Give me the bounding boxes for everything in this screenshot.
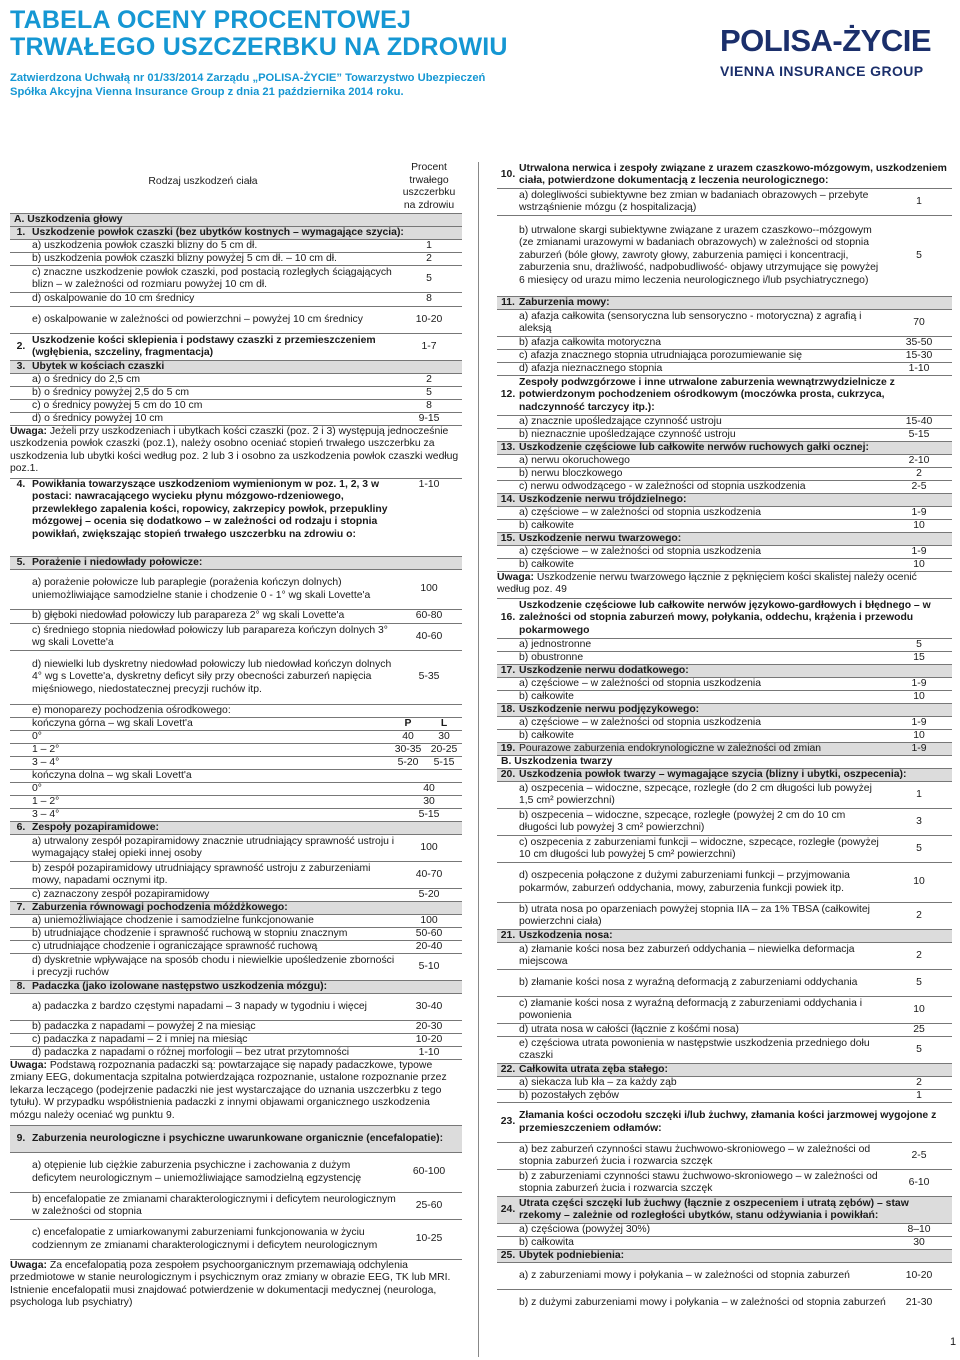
table-row: c) nerwu odwodzącego - w zależności od stopnia uszkodzenia 2-5 [497, 481, 952, 494]
table-row: 6. Zespoły pozapiramidowe: [10, 822, 462, 835]
section-a: A. Uszkodzenia głowy [14, 213, 123, 225]
table-row: b) uszkodzenia powłok czaszki blizny powyżej 5 cm dł. – 10 cm dł. 2 [10, 253, 462, 266]
table-row: a) oszpecenia – widoczne, szpecące, rozległe (do 2 cm długości lub powyżej 1,5 cm² powierzchni) 1 [497, 782, 952, 809]
table-row: b) zespół pozapiramidowy utrudniający sprawność ustroju z zaburzeniami mowy, napadami ocznymi itp. 40-70 [10, 862, 462, 889]
table-row: 18. Uszkodzenie nerwu podjęzykowego: [497, 704, 952, 717]
table-row: c) złamanie kości nosa z wyraźną deformacją z zaburzeniami oddychania i powonienia 10 [497, 997, 952, 1024]
table-row: d) utrata nosa w całości (łącznie z kośćmi nosa) 25 [497, 1024, 952, 1037]
table-row: b) encefalopatie ze zmianami charakterologicznymi i deficytem neurologicznym w zależności od stopnia 25-60 [10, 1193, 462, 1220]
table-row: a) znacznie upośledzające czynność ustroju 15-40 [497, 416, 952, 429]
table-row: a) afazja całkowita (sensoryczna lub sensoryczno - motoryczna) z agrafią i aleksją 70 [497, 310, 952, 337]
table-header [10, 162, 462, 214]
table-row: e) oskalpowanie w zależności od powierzchni – powyżej 10 cm średnicy 10-20 [10, 307, 462, 334]
table-row: 9. Zaburzenia neurologiczne i psychiczne uwarunkowane organicznie (encefalopatie): [10, 1126, 462, 1153]
table-row: a) dolegliwości subiektywne bez zmian w badaniach obrazowych – przebyte wstrząśnienie mózgu (z hospitalizacją) 1 [497, 189, 952, 216]
table-row: b) oszpecenia – widoczne, szpecące, rozległe (powyżej 2 cm do 10 cm długości lub powyżej 3 cm² powierzchni) 3 [497, 809, 952, 836]
table-row: d) oszpecenia połączone z dużymi zaburzeniami funkcji – przyjmowania pokarmów, zaburzeń oddychania, mowy, zaburzenia funkcji powiek itp. 10 [497, 863, 952, 903]
table-row: b) głęboki niedowład połowiczy lub parapareza 2° wg skali Lovette'a 60-80 [10, 610, 462, 624]
table-row: 14. Uszkodzenie nerwu trójdzielnego: [497, 494, 952, 507]
table-row: 5. Porażenie i niedowłady połowicze: [10, 557, 462, 570]
table-row: 3 – 4° 5-20 5-15 [10, 757, 462, 770]
table-row: c) afazja znacznego stopnia utrudniająca porozumiewanie się 15-30 [497, 350, 952, 363]
table-row: a) częściowe – w zależności od stopnia uszkodzenia 1-9 [497, 717, 952, 730]
table-row: 2. Uszkodzenie kości sklepienia i podstawy czaszki z przemieszczeniem (wgłębienia, szczeliny, fragmentacja) 1-7 [10, 334, 462, 361]
table-row: c) o średnicy powyżej 5 cm do 10 cm 8 [10, 400, 462, 413]
table-row: b) padaczka z napadami – powyżej 2 na miesiąc 20-30 [10, 1021, 462, 1034]
table-row: 1. Uszkodzenie powłok czaszki (bez ubytków kostnych – wymagające szycia): [10, 227, 462, 240]
table-row: kończyna dolna – wg skali Lovett'a [10, 770, 462, 783]
table-row: 12. Zespoły podwzgórzowe i inne utrwalone zaburzenia wewnątrzwydzielnicze z potwierdzonym pochodzeniem ośrodkowym (moczówka prosta, cukrzyca, nadczynność tarczycy itp.): [497, 376, 952, 416]
title-line-2: TRWAŁEGO USZCZERBKU NA ZDROWIU [10, 33, 508, 61]
table-row: 24. Utrata części szczęki lub żuchwy (łącznie z oszpeceniem i utratą zębów) – staw rzekomy – zależnie od rozległości ubytków, stanu odżywiania i powikłań: [497, 1197, 952, 1224]
table-row: a) częściowe – w zależności od stopnia uszkodzenia 1-9 [497, 678, 952, 691]
column-divider [478, 162, 479, 1357]
table-row: 3. Ubytek w kościach czaszki [10, 361, 462, 374]
table-row: b) nieznacznie upośledzające czynność ustroju 5-15 [497, 429, 952, 442]
note-box: Uwaga: Uszkodzenie nerwu twarzowego łącznie z pęknięciem kości skalistej należy ocenić według poz. 49 [497, 572, 952, 599]
table-row: b) pozostałych zębów 1 [497, 1090, 952, 1103]
logo-wordmark: POLISA-ŻYCIE [720, 23, 932, 58]
table-row: 7. Zaburzenia równowagi pochodzenia móżdżkowego: [10, 902, 462, 915]
table-row: 13. Uszkodzenie częściowe lub całkowite nerwów ruchowych gałki ocznej: [497, 442, 952, 455]
table-row: a) siekacza lub kła – za każdy ząb 2 [497, 1077, 952, 1090]
table-row: d) o średnicy powyżej 10 cm 9-15 [10, 413, 462, 426]
table-row: 25. Ubytek podniebienia: [497, 1250, 952, 1263]
table-row: b) nerwu bloczkowego 2 [497, 468, 952, 481]
table-row: a) złamanie kości nosa bez zaburzeń oddychania – niewielka deformacja miejscowa 2 [497, 943, 952, 970]
left-column [10, 162, 462, 1313]
table-row: e) częściowa utrata powonienia w następstwie uszkodzenia przedniego dołu czaszki 5 [497, 1037, 952, 1064]
table-row: c) encefalopatie z umiarkowanymi zaburzeniami funkcjonowania w życiu codziennym ze zmianami charakterologicznymi i deficytem neurologicznym 10-25 [10, 1220, 462, 1260]
table-row: a) nerwu okoruchowego 2-10 [497, 455, 952, 468]
title-line-1: TABELA OCENY PROCENTOWEJ [10, 6, 412, 34]
table-row: 3 – 4° 5-15 [10, 809, 462, 822]
table-row: 17. Uszkodzenie nerwu dodatkowego: [497, 665, 952, 678]
table-row: c) padaczka z napadami – 2 i mniej na miesiąc 10-20 [10, 1034, 462, 1047]
table-row: 0° 40 [10, 783, 462, 796]
table-row: a) utrwalony zespół pozapiramidowy znacznie utrudniający sprawność ustroju i wymagający stałej opieki innej osoby 100 [10, 835, 462, 862]
table-row: a) padaczka z bardzo częstymi napadami – 3 napady w tygodniu i więcej 30-40 [10, 994, 462, 1021]
note-box: Uwaga: Podstawą rozpoznania padaczki są: powtarzające się napady padaczkowe, typowe zmiany EEG, dokumentacja szpitalna potwierdzająca rozpoznanie, ustalone rozpoznanie przez lekarza leczącego (podejrzenie padaczki nie jest wystarczające do uznania uszczerbku z tego tytułu). W przypadku współistnienia padaczki z innymi objawami organicznego uszkodzenia mózgu należy oceniać wg punktu 9. [10, 1060, 462, 1126]
table-row: 23. Złamania kości oczodołu szczęki i/lub żuchwy, złamania kości jarzmowej wygojone z przemieszczeniem odłamów: [497, 1103, 952, 1143]
table-row: c) znaczne uszkodzenie powłok czaszki, pod postacią rozległych ściągających blizn – w zależności od rozmiaru powyżej 10 cm dł. 5 [10, 266, 462, 293]
note-box: Uwaga: Za encefalopatią poza zespołem psychoorganicznym przemawiają odchylenia przedmiotowe w stanie neurologicznym i psychicznym oraz zmiany w obrazie EEG, TK lub MRI. Istnienie encefalopatii musi znajdować potwierdzenie w dokumentacji medycznej (neurologa, psychologa lub psychiatry) [10, 1260, 451, 1309]
right-column [497, 162, 952, 1317]
logo-tagline: VIENNA INSURANCE GROUP [720, 63, 924, 79]
table-row: b) całkowita 30 [497, 1237, 952, 1250]
table-row: b) całkowite 10 [497, 559, 952, 572]
page-number: 1 [950, 1336, 957, 1348]
table-row: 15. Uszkodzenie nerwu twarzowego: [497, 533, 952, 546]
table-row: d) padaczka z napadami o różnej morfologii – bez utrat przytomności 1-10 [10, 1047, 462, 1060]
table-row: e) monoparezy pochodzenia ośrodkowego: [10, 705, 462, 718]
table-row: a) jednostronne 5 [497, 639, 952, 652]
document-subtitle [10, 71, 650, 99]
table-row: a) częściowe – w zależności od stopnia uszkodzenia 1-9 [497, 507, 952, 520]
table-row: kończyna górna – wg skali Lovett'a P L [10, 718, 462, 731]
table-row: 21. Uszkodzenia nosa: [497, 930, 952, 943]
subtitle-line-1: Zatwierdzona Uchwałą nr 01/33/2014 Zarządu „POLISA-ŻYCIE” Towarzystwo Ubezpieczeń [10, 72, 486, 84]
table-row: a) otępienie lub ciężkie zaburzenia psychiczne i zachowania z dużym deficytem neurologicznym – uniemożliwiające samodzielną egzystencję 60-100 [10, 1153, 462, 1193]
table-row: a) z zaburzeniami mowy i połykania – w zależności od stopnia zaburzeń 10-20 [497, 1263, 952, 1290]
table-row: c) średniego stopnia niedowład połowiczy lub parapareza kończyn dolnych 3° wg skali Lovette'a 40-60 [10, 624, 462, 651]
table-row: b) z dużymi zaburzeniami mowy i połykania – w zależności od stopnia zaburzeń 21-30 [519, 1297, 933, 1309]
table-row: c) zaznaczony zespół pozapiramidowy 5-20 [10, 889, 462, 902]
table-row: c) utrudniające chodzenie i ograniczające sprawność ruchową 20-40 [10, 941, 462, 954]
table-row: 20. Uszkodzenia powłok twarzy – wymagające szycia (blizny i ubytki, oszpecenia): [497, 769, 952, 782]
table-row: b) całkowite 10 [497, 691, 952, 704]
table-row: b) złamanie kości nosa z wyraźną deformacją z zaburzeniami oddychania 5 [497, 970, 952, 997]
table-row: 22. Całkowita utrata zęba stałego: [497, 1064, 952, 1077]
table-row: b) o średnicy powyżej 2,5 do 5 cm 5 [10, 387, 462, 400]
table-row: a) uniemożliwiające chodzenie i samodzielne funkcjonowanie 100 [10, 915, 462, 928]
table-row: 10. Utrwalona nerwica i zespoły związane z urazem czaszkowo-mózgowym, uszkodzeniem ciała, potwierdzone dokumentacją z leczenia neurologicznego: [497, 162, 952, 189]
table-row: a) bez zaburzeń czynności stawu żuchwowo-skroniowego – w zależności od stopnia zaburzeń żucia i rozwarcia szczęk 2-5 [497, 1143, 952, 1170]
table-row: b) afazja całkowita motoryczna 35-50 [497, 337, 952, 350]
table-row: 11. Zaburzenia mowy: [497, 297, 952, 310]
table-row: a) częściowa (powyżej 30%) 8–10 [497, 1224, 952, 1237]
table-row: a) o średnicy do 2,5 cm 2 [10, 374, 462, 387]
table-row: b) utrata nosa po oparzeniach powyżej stopnia IIA – za 1% TBSA (całkowitej powierzchni ciała) 2 [497, 903, 952, 930]
table-row: b) całkowite 10 [497, 520, 952, 533]
header-percent: Procent trwałego uszczerbku na zdrowiu [402, 162, 456, 211]
table-row: 8. Padaczka (jako izolowane następstwo uszkodzenia mózgu): [10, 981, 462, 994]
table-row: 0° 40 30 [10, 731, 462, 744]
header-type: Rodzaj uszkodzeń ciała [148, 176, 258, 187]
note-box: Uwaga: Jeżeli przy uszkodzeniach i ubytkach kości czaszki (poz. 2 i 3) występują jednocześnie uszkodzenia powłok czaszki (poz.1), należy osobno oceniać stopień trwałego uszczerbku za uszkodzenia lub ubytki kości według poz. 2 lub 3 i osobno za uszkodzenia powłok czaszki według poz.1. [10, 426, 462, 479]
table-row: d) niewielki lub dyskretny niedowład połowiczy lub niedowład kończyn dolnych 4° wg s Lovette'a, dyskretny deficyt siły przy obecności zaburzeń napięcia mięśniowego, niedostatecznej precyzji ruchów itp. 5-35 [10, 651, 462, 705]
table-row: c) oszpecenia z zaburzeniami funkcji – widoczne, szpecące, rozległe (powyżej 10 cm długości lub powyżej 5 cm² powierzchni) 5 [497, 836, 952, 863]
table-row: 16. Uszkodzenie częściowe lub całkowite nerwów językowo-gardłowych i błędnego – w zależności od stopnia zaburzeń mowy, połykania, oddechu, krążenia i przewodu pokarmowego [497, 599, 952, 639]
table-row: b) utrudniające chodzenie i sprawność ruchową w stopniu znacznym 50-60 [10, 928, 462, 941]
table-row: b) całkowite 10 [497, 730, 952, 743]
table-row: a) uszkodzenia powłok czaszki blizny do 5 cm dł. 1 [10, 240, 462, 253]
table-row: a) porażenie połowicze lub paraplegie (porażenia kończyn dolnych) uniemożliwiające samodzielne stanie i chodzenie 0 - 1° wg skali Lovette'a 100 [10, 570, 462, 610]
table-row: d) afazja nieznacznego stopnia 1-10 [497, 363, 952, 376]
document-title [10, 7, 650, 61]
table-row: d) oskalpowanie do 10 cm średnicy 8 [10, 293, 462, 307]
table-row: 1 – 2° 30 [10, 796, 462, 809]
table-row: 19. Pourazowe zaburzenia endokrynologiczne w zależności od zmian 1-9 [497, 743, 952, 756]
table-row: b) z zaburzeniami czynności stawu żuchwowo-skroniowego – w zależności od stopnia zaburzeń żucia i rozwarcia szczęk 6-10 [497, 1170, 952, 1197]
table-row: a) częściowe – w zależności od stopnia uszkodzenia 1-9 [497, 546, 952, 559]
subtitle-line-2: Spółka Akcyjna Vienna Insurance Group z dnia 21 października 2014 roku. [10, 86, 404, 98]
table-row: b) obustronne 15 [497, 652, 952, 665]
company-logo [720, 24, 956, 104]
table-row: 4. Powikłania towarzyszące uszkodzeniom wymienionym w poz. 1, 2, 3 w postaci: nawracającego wycieku płynu mózgowo-rdzeniowego, przewlekłego zapalenia kości, ropowicy, zakrzepicy powłok, przepukliny mózgowej – ocenia się dodatkowo – w zależności od rodzaju i stopnia powikłań, zwiększając stopień trwałego uszczerbku na zdrowiu o: 1-10 [10, 479, 462, 557]
section-b: B. Uszkodzenia twarzy [501, 755, 613, 767]
table-row: b) utrwalone skargi subiektywne związane z urazem czaszkowo--mózgowym (ze zmianami urazowymi w badaniach obrazowych) w zależności od stopnia zaburzeń (bóle głowy, zawroty głowy, zaburzenia pamięci i koncentracji, zaburzenia snu, drażliwość, nadpobudliwość- objawy utrzymujące się powyżej 6 miesięcy od urazu mimo leczenia neurologicznego i/lub psychiatrycznego) 5 [497, 216, 952, 297]
table-row: d) dyskretnie wpływające na sposób chodu i niewielkie upośledzenie zborności i precyzji ruchów 5-10 [10, 954, 462, 981]
table-row: 1 – 2° 30-35 20-25 [10, 744, 462, 757]
